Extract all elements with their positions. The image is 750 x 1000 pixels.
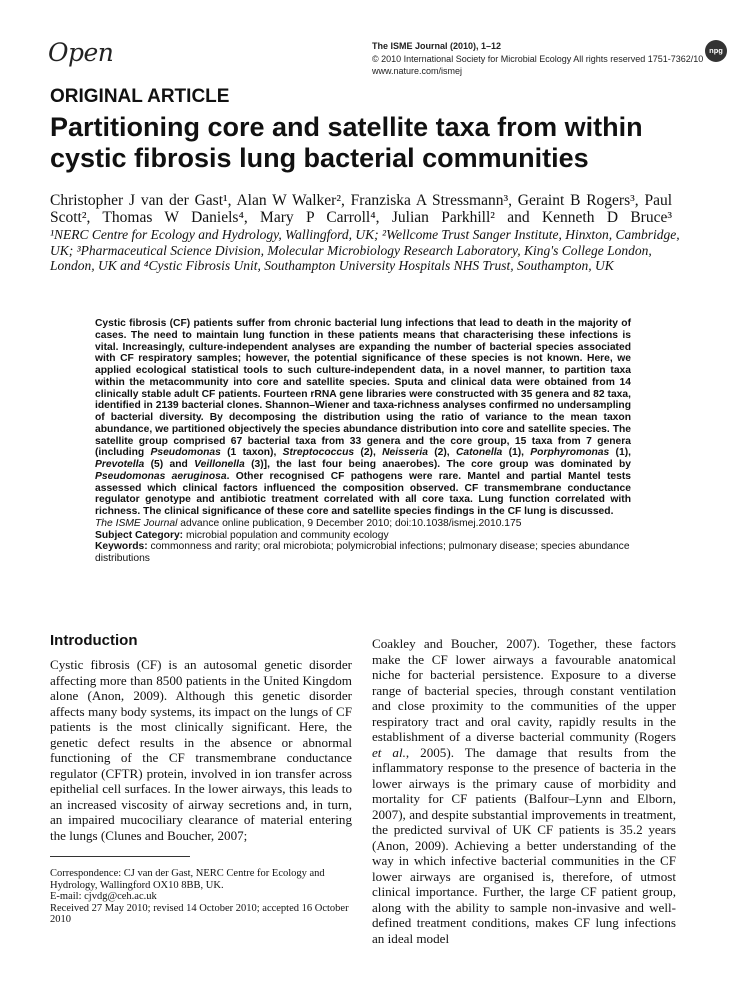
affiliation-list: ¹NERC Centre for Ecology and Hydrology, Wallingford, UK; ²Wellcome Trust Sanger Institute, Hinxton, Cambridge, UK; ³Pharmaceutical Science Division, Molecular Microbiology Research Laboratory, King's College London, London, UK and ⁴Cystic Fibrosis Unit, Southampton University Hospitals NHS Trust, Southampton, UK — [50, 227, 680, 273]
abstract-body: Cystic fibrosis (CF) patients suffer from chronic bacterial lung infections that lead to death in the majority of cases. The need to maintain lung function in these patients means that characterising these infections is vital. Increasingly, culture-independent analyses are expanding the number of bacterial species associated with CF respiratory samples; however, the potential significance of these species is not known. Here, we applied ecological statistical tools to such culture-independent data, in a novel manner, to partition taxa within the metacommunity into core and satellite species. Sputa and clinical data were obtained from 14 clinically stable adult CF patients. Fourteen rRNA gene libraries were constructed with 35 genera and 82 taxa, identified in 2139 bacterial clones. Shannon–Wiener and taxa-richness analyses confirmed no undersampling of bacterial diversity. By decomposing the distribution using the ratio of variance to the mean taxon abundance, we partitioned objectively the species abundance distribution into core and satellite species. The satellite group comprised 67 bacterial taxa from 33 genera and the core group, 15 taxa from 7 genera (including Pseudomonas (1 taxon), Streptococcus (2), Neisseria (2), Catonella (1), Porphyromonas (1), Prevotella (5) and Veillonella (3)], the last four being anaerobes). The core group was dominated by Pseudomonas aeruginosa. Other recognised CF pathogens were rare. Mantel and partial Mantel tests assessed which clinical factors influenced the composition observed. CF transmembrane conductance regulator genotype and antibiotic treatment correlated with all core taxa. Lung function correlated with richness. The clinical significance of these core and satellite species findings in the CF lung is discussed. — [95, 318, 631, 517]
journal-header — [372, 40, 703, 78]
intro-column-right: Coakley and Boucher, 2007). Together, these factors make the CF lower airways a favourable anatomical niche for bacterial persistence. Exposure to a diverse range of bacterial species, through constant ventilation and close proximity to the communities of the upper respiratory tract and oral cavity, rapidly results in the establishment of a diverse bacterial community (Rogers et al., 2005). The damage that results from the inflammatory response to the presence of bacteria in the lower airways is the primary cause of morbidity and mortality for CF patients (Balfour–Lynn and Elborn, 2007), and despite substantial improvements in treatment, the predicted survival of UK CF patients is 35.2 years (Anon, 2009). Achieving a better understanding of the way in which infective bacterial communities in the CF lower airways are organised is, therefore, of utmost clinical importance. Further, the large CF patient group, along with the ability to sample non-invasive and well-defined treatment conditions, makes CF lung infections an ideal model — [372, 636, 676, 946]
correspondence-address: Correspondence: CJ van der Gast, NERC Centre for Ecology and Hydrology, Wallingford OX10 8BB, UK. — [50, 868, 325, 891]
article-title: Partitioning core and satellite taxa from within cystic fibrosis lung bacterial communities — [50, 112, 643, 173]
copyright-line: © 2010 International Society for Microbial Ecology All rights reserved 1751-7362/10 — [372, 53, 704, 64]
journal-citation: The ISME Journal (2010), 1–12 — [372, 41, 502, 51]
npg-logo-icon: npg — [705, 40, 727, 62]
article-type-label: ORIGINAL ARTICLE — [50, 86, 230, 107]
open-access-logo: Open — [48, 38, 114, 67]
section-heading-introduction: Introduction — [50, 632, 138, 649]
journal-url[interactable]: www.nature.com/ismej — [372, 66, 463, 76]
footnote-divider — [50, 856, 190, 857]
intro-column-left: Cystic fibrosis (CF) is an autosomal genetic disorder affecting more than 8500 patients in the United Kingdom alone (Anon, 2009). Although this genetic disorder affects many body systems, its impact on the lungs of CF patients is the most clinically significant. Here, the genetic defect results in the absence or abnormal functioning of the CF transmembrane conductance regulator (CFTR) protein, involved in ion transfer across epithelial cell surfaces. In the lower airways, this leads to an increased viscosity of airway secretions and, in turn, an impaired mucociliary clearance of material entering the lungs (Clunes and Boucher, 2007; — [50, 657, 352, 843]
publication-info: The ISME Journal advance online publication, 9 December 2010; doi:10.1038/ismej.2010.175 — [95, 517, 522, 529]
received-dates: Received 27 May 2010; revised 14 October 2010; accepted 16 October 2010 — [50, 902, 349, 925]
correspondence-email[interactable]: E-mail: cjvdg@ceh.ac.uk — [50, 891, 157, 902]
keywords: Keywords: commonness and rarity; oral microbiota; polymicrobial infections; pulmonary disease; species abundance distributions — [95, 541, 630, 564]
subject-category: Subject Category: microbial population and community ecology — [95, 529, 389, 541]
author-list: Christopher J van der Gast¹, Alan W Walker², Franziska A Stressmann³, Geraint B Rogers³, Paul Scott², Thomas W Daniels⁴, Mary P Carroll⁴, Julian Parkhill² and Kenneth D Bruce³ — [50, 192, 672, 226]
abstract — [95, 318, 631, 565]
correspondence-footnote — [50, 868, 352, 926]
